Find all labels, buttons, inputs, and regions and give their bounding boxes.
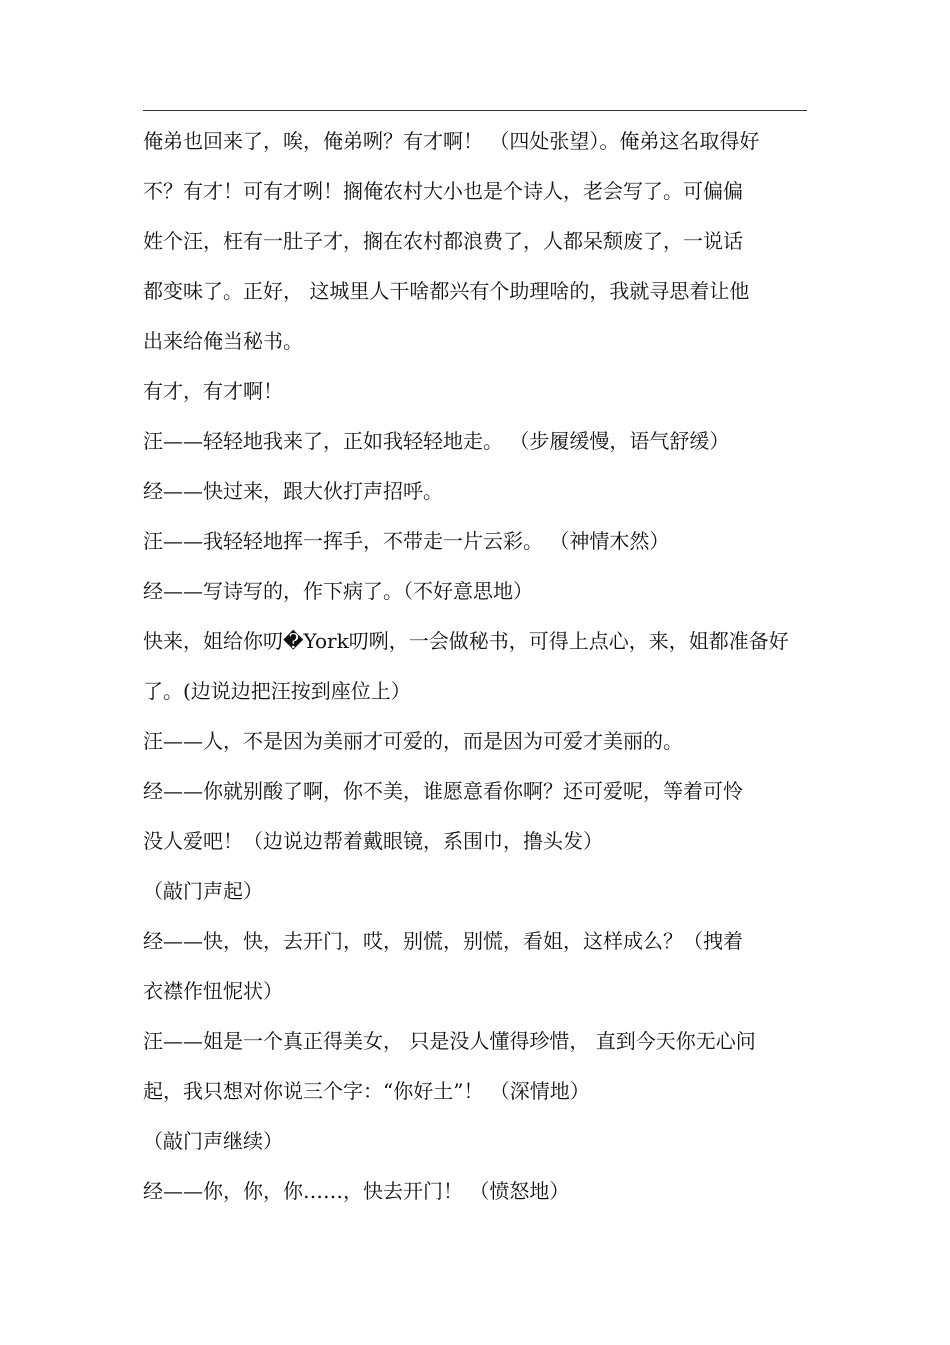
text-line: 了。(边说边把汪按到座位上） <box>143 679 411 703</box>
text-line: 出来给俺当秘书。 <box>143 329 303 353</box>
text-line: 汪——人，不是因为美丽才可爱的，而是因为可爱才美丽的。 <box>143 729 683 753</box>
text-line: 快来，姐给你叨�York叨咧，一会做秘书，可得上点心，来，姐都准备好 <box>143 629 789 653</box>
text-line: 有才，有才啊！ <box>143 379 283 403</box>
text-line: 起，我只想对你说三个字：“你好土”！ （深情地） <box>143 1079 590 1103</box>
text-line: 衣襟作忸怩状） <box>143 979 283 1003</box>
text-line: （敲门声继续） <box>143 1129 283 1153</box>
header-rule <box>143 110 807 111</box>
text-line: 汪——姐是一个真正得美女， 只是没人懂得珍惜， 直到今天你无心问 <box>143 1029 756 1053</box>
text-line: 经——写诗写的，作下病了。（不好意思地） <box>143 579 533 603</box>
text-line: 姓个汪，枉有一肚子才，搁在农村都浪费了，人都呆颓废了，一说话 <box>143 229 743 253</box>
text-line: 没人爱吧！（边说边帮着戴眼镜，系围巾，撸头发） <box>143 829 603 853</box>
text-line: 经——你，你，你……，快去开门！ （愤怒地） <box>143 1179 570 1203</box>
text-line: 经——快，快，去开门，哎，别慌，别慌，看姐，这样成么？（拽着 <box>143 929 743 953</box>
text-line: 汪——我轻轻地挥一挥手，不带走一片云彩。 （神情木然） <box>143 529 670 553</box>
text-line: 都变味了。正好， 这城里人干啥都兴有个助理啥的，我就寻思着让他 <box>143 279 750 303</box>
script-body <box>143 116 807 1216</box>
text-line: 不？有才！可有才咧！搁俺农村大小也是个诗人，老会写了。可偏偏 <box>143 179 743 203</box>
text-line: 俺弟也回来了，唉，俺弟咧？有才啊！ （四处张望）。俺弟这名取得好 <box>143 129 760 153</box>
text-line: 经——快过来，跟大伙打声招呼。 <box>143 479 443 503</box>
text-line: 汪——轻轻地我来了，正如我轻轻地走。 （步履缓慢，语气舒缓） <box>143 429 730 453</box>
text-line: 经——你就别酸了啊，你不美，谁愿意看你啊？还可爱呢，等着可怜 <box>143 779 743 803</box>
text-line: （敲门声起） <box>143 879 263 903</box>
